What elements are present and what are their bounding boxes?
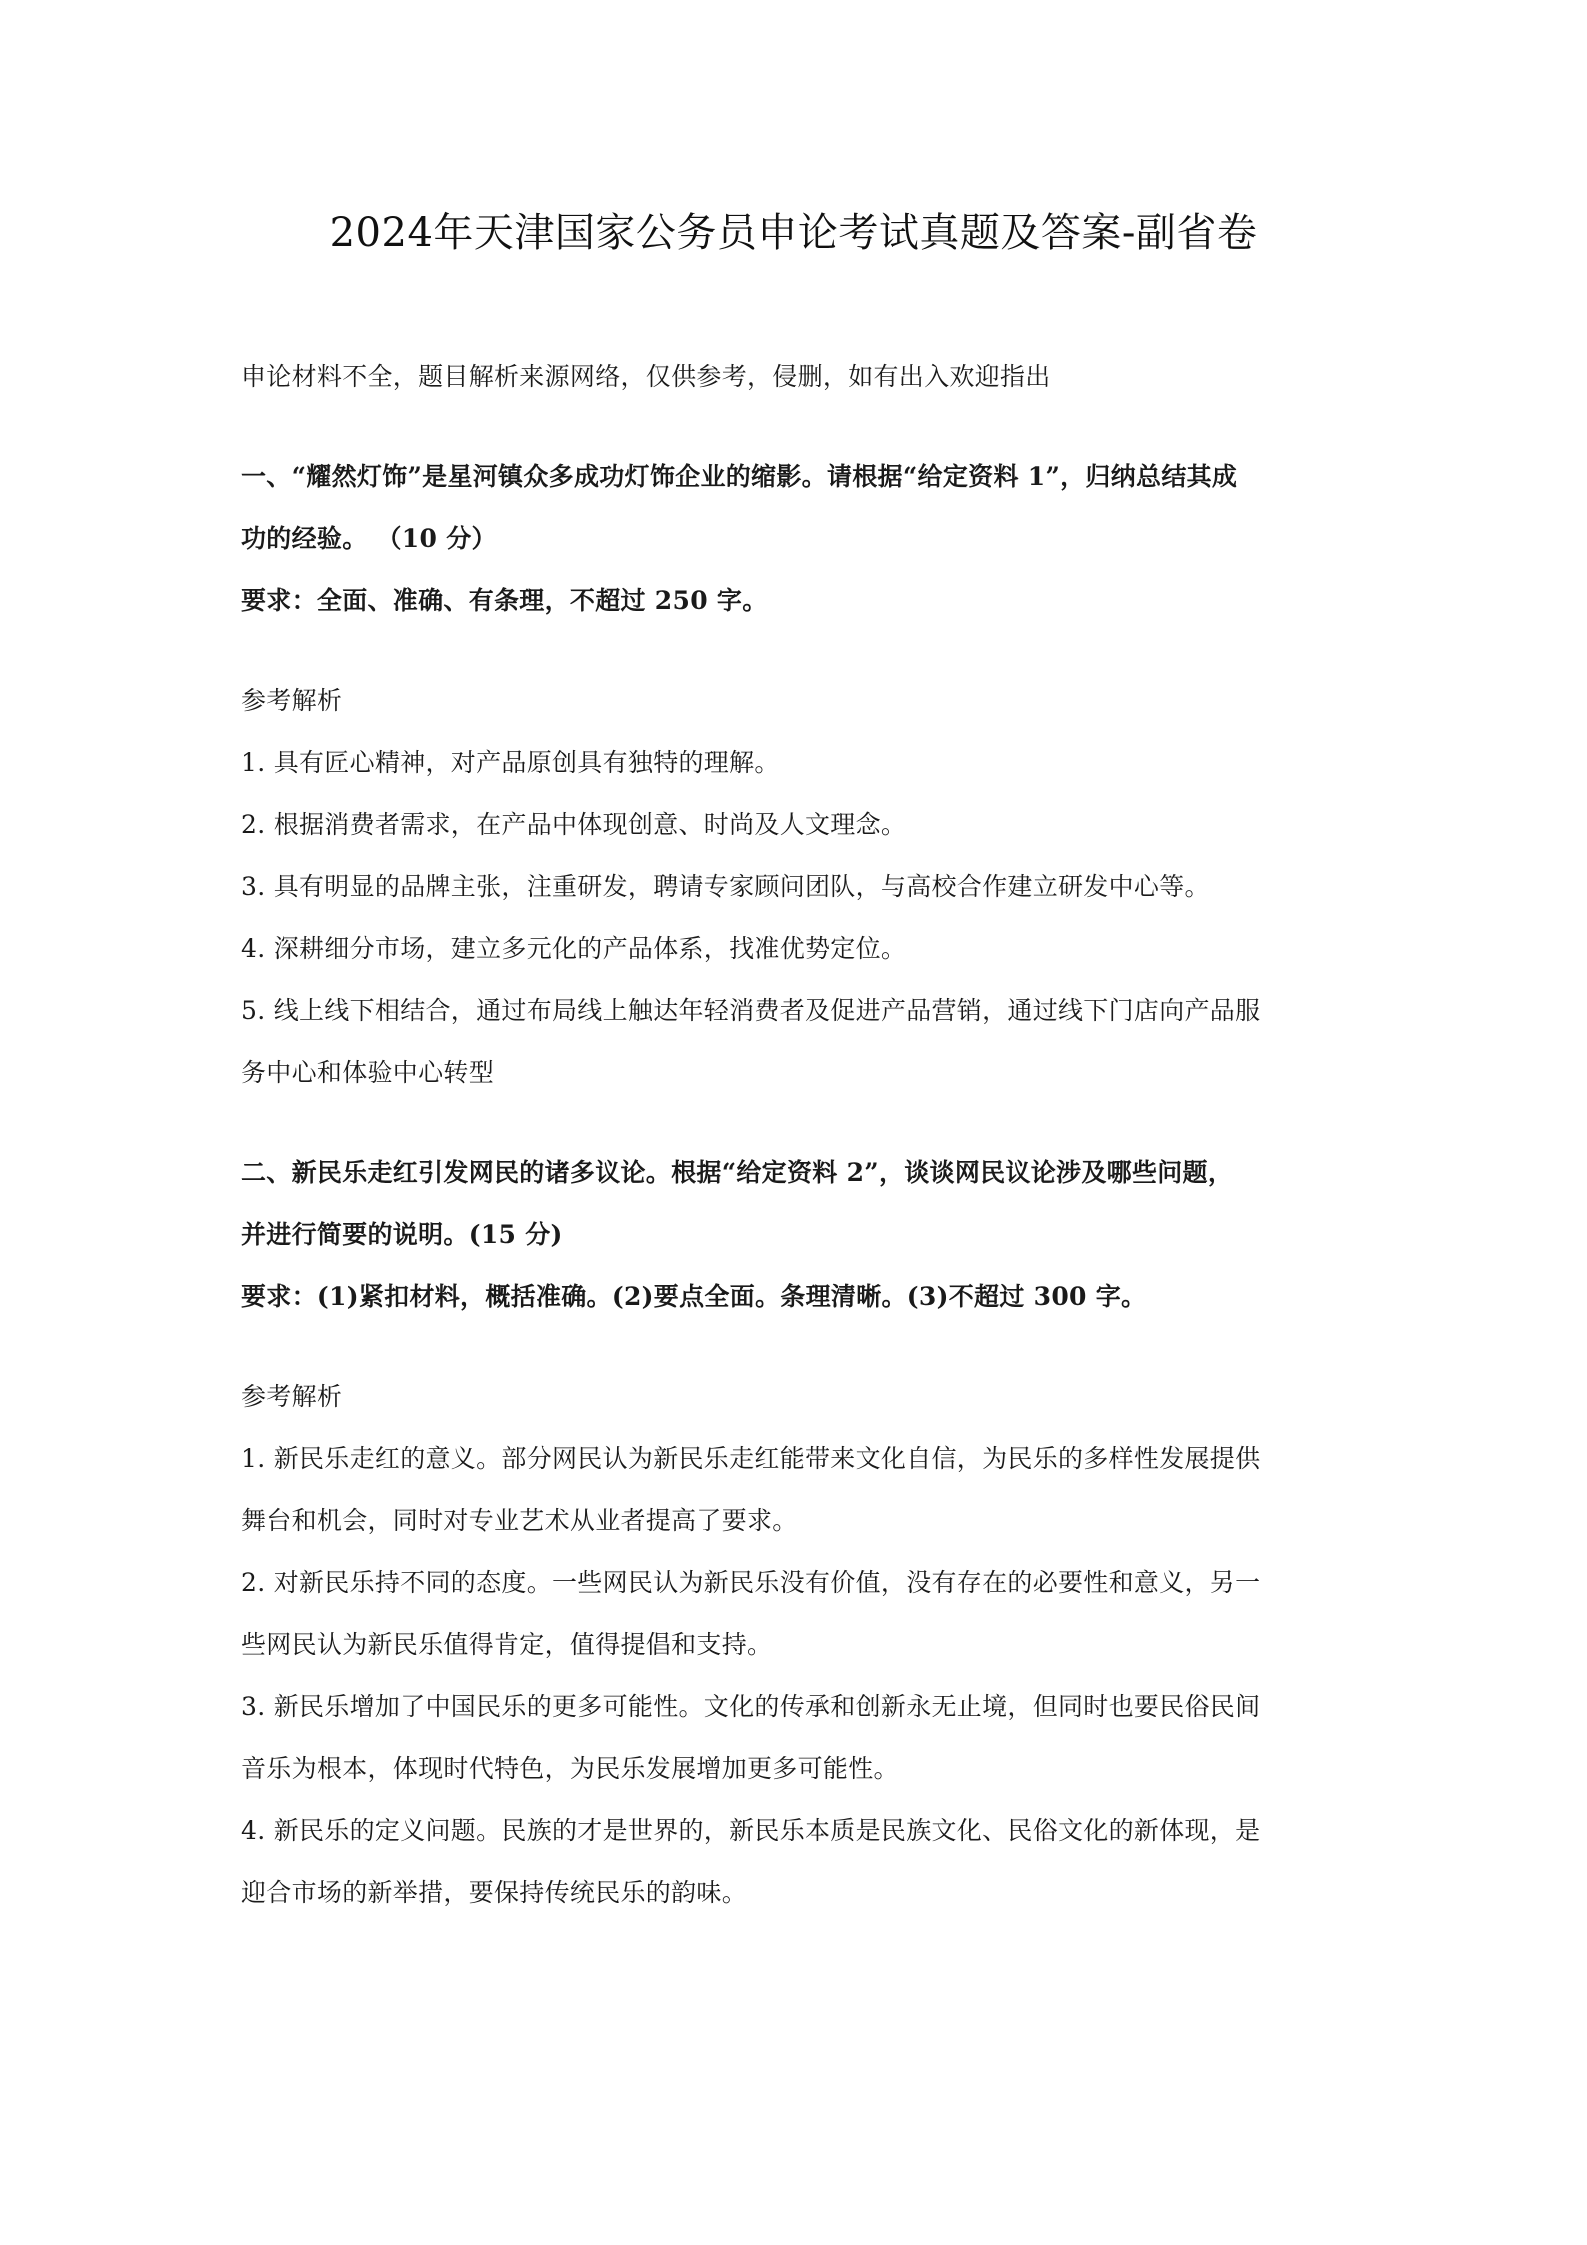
question-1-analysis-line: 3. 具有明显的品牌主张，注重研发，聘请专家顾问团队，与高校合作建立研发中心等。 [241, 872, 1210, 901]
document-body [241, 346, 1361, 1924]
question-1-prompt-line-2: 功的经验。 （10 分） [241, 524, 497, 553]
question-2-analysis-line: 些网民认为新民乐值得肯定，值得提倡和支持。 [241, 1630, 773, 1659]
question-2-analysis-line: 音乐为根本，体现时代特色，为民乐发展增加更多可能性。 [241, 1754, 899, 1783]
question-2-analysis-line: 4. 新民乐的定义问题。民族的才是世界的，新民乐本质是民族文化、民俗文化的新体现，是 [241, 1816, 1261, 1845]
question-2-analysis-line: 3. 新民乐增加了中国民乐的更多可能性。文化的传承和创新永无止境，但同时也要民俗民间 [241, 1692, 1261, 1721]
question-2-analysis-line: 迎合市场的新举措，要保持传统民乐的韵味。 [241, 1878, 748, 1907]
question-1-analysis-line: 5. 线上线下相结合，通过布局线上触达年轻消费者及促进产品营销，通过线下门店向产品服 [241, 996, 1261, 1025]
question-1-analysis-line: 务中心和体验中心转型 [241, 1058, 495, 1087]
question-2-prompt-line-2: 并进行简要的说明。(15 分) [241, 1220, 563, 1249]
question-1-prompt-line-1: 一、“耀然灯饰”是星河镇众多成功灯饰企业的缩影。请根据“给定资料 1”，归纳总结其成 [241, 462, 1238, 491]
question-1-analysis-line: 2. 根据消费者需求，在产品中体现创意、时尚及人文理念。 [241, 810, 907, 839]
question-1-analysis-label: 参考解析 [241, 686, 343, 715]
spacer [241, 1328, 1361, 1366]
question-2-analysis-line: 1. 新民乐走红的意义。部分网民认为新民乐走红能带来文化自信，为民乐的多样性发展提供 [241, 1444, 1261, 1473]
question-2-requirement: 要求：(1)紧扣材料，概括准确。(2)要点全面。条理清晰。(3)不超过 300 字。 [241, 1282, 1147, 1311]
question-2-block [241, 1142, 1361, 1924]
document-title: 2024年天津国家公务员申论考试真题及答案-副省卷 [329, 210, 1258, 256]
question-1-block [241, 446, 1361, 1104]
question-2-analysis-label: 参考解析 [241, 1382, 343, 1411]
question-2-prompt-line-1: 二、新民乐走红引发网民的诸多议论。根据“给定资料 2”，谈谈网民议论涉及哪些问题， [241, 1158, 1234, 1187]
question-1-analysis-line: 4. 深耕细分市场，建立多元化的产品体系，找准优势定位。 [241, 934, 907, 963]
spacer [241, 632, 1361, 670]
question-1-analysis-line: 1. 具有匠心精神，对产品原创具有独特的理解。 [241, 748, 780, 777]
spacer [241, 1104, 1361, 1142]
question-1-requirement: 要求：全面、准确、有条理，不超过 250 字。 [241, 586, 768, 615]
spacer [241, 408, 1361, 446]
notice-text: 申论材料不全，题目解析来源网络，仅供参考，侵删，如有出入欢迎指出 [241, 362, 1051, 391]
question-2-analysis-line: 2. 对新民乐持不同的态度。一些网民认为新民乐没有价值，没有存在的必要性和意义，另一 [241, 1568, 1261, 1597]
question-2-analysis-line: 舞台和机会，同时对专业艺术从业者提高了要求。 [241, 1506, 798, 1535]
